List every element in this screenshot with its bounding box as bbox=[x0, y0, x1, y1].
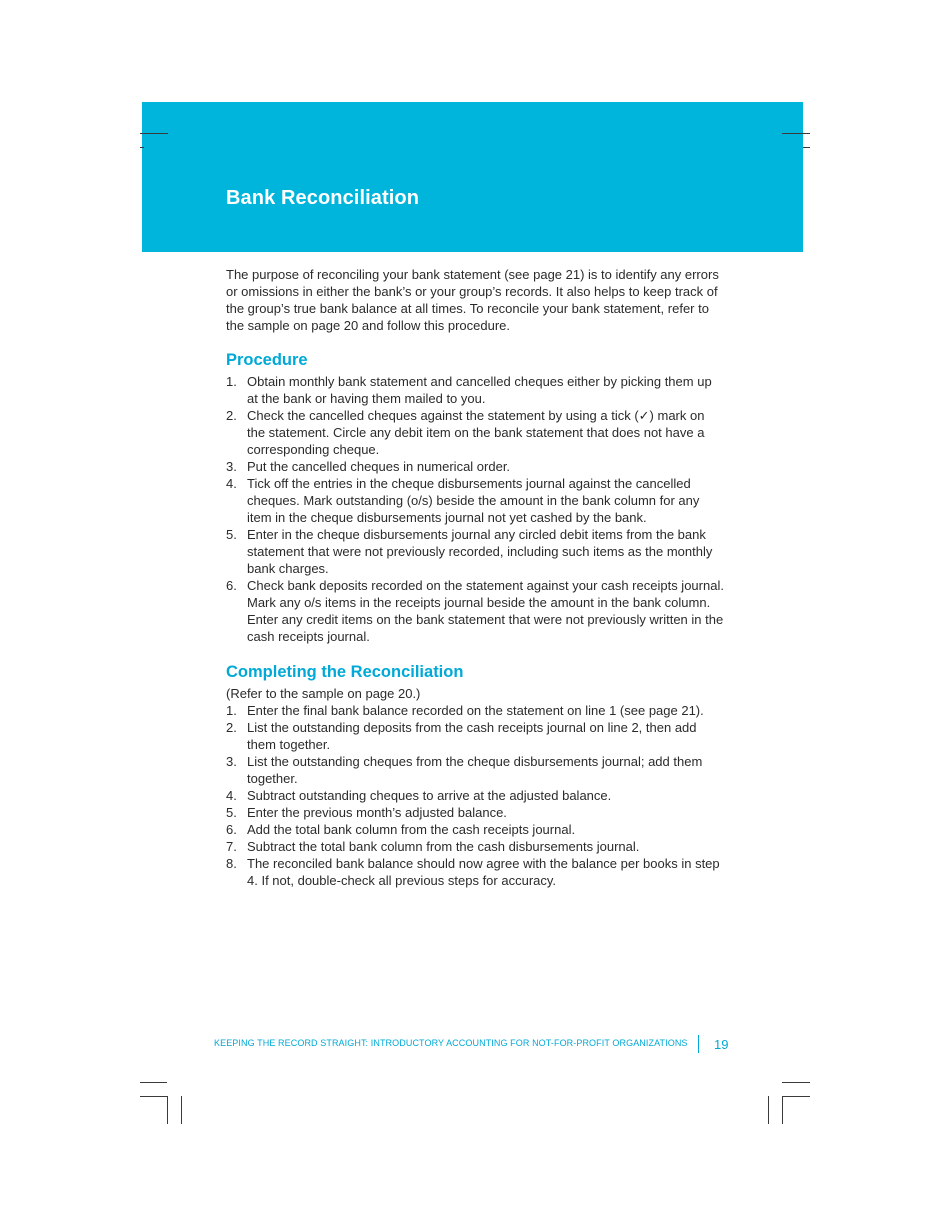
crop-mark-top-right-b bbox=[803, 147, 810, 148]
list-item bbox=[226, 373, 726, 407]
crop-mark-bottom-left-b bbox=[140, 1096, 167, 1097]
step-number: 3. bbox=[226, 754, 237, 769]
crop-mark-top-left-b bbox=[140, 147, 144, 148]
step-text: List the outstanding deposits from the cash receipts journal on line 2, then add them together. bbox=[247, 720, 697, 752]
intro-paragraph: The purpose of reconciling your bank statement (see page 21) is to identify any errors or omissions in either the bank’s or your group’s records. It also helps to keep track of the group’s true bank balance at all times. To reconcile your bank statement, refer to the sample on page 20 and follow this procedure. bbox=[226, 267, 719, 333]
step-number: 4. bbox=[226, 788, 237, 803]
step-number: 1. bbox=[226, 374, 237, 389]
list-item bbox=[226, 787, 726, 804]
step-number: 5. bbox=[226, 527, 237, 542]
step-text: Enter the previous month’s adjusted balance. bbox=[247, 805, 507, 820]
list-item bbox=[226, 804, 726, 821]
step-text: Enter in the cheque disbursements journal any circled debit items from the bank statement that were not previously recorded, including such items as the monthly bank charges. bbox=[247, 527, 713, 576]
completing-list bbox=[226, 702, 726, 889]
list-item bbox=[226, 577, 726, 645]
step-number: 6. bbox=[226, 822, 237, 837]
page-number: 19 bbox=[714, 1037, 729, 1052]
step-text: Enter the final bank balance recorded on the statement on line 1 (see page 21). bbox=[247, 703, 704, 718]
step-number: 8. bbox=[226, 856, 237, 871]
step-text: Check the cancelled cheques against the statement by using a tick (✓) mark on the statement. Circle any debit item on the bank statement that does not have a corresponding cheque. bbox=[247, 408, 705, 457]
step-number: 3. bbox=[226, 459, 237, 474]
crop-mark-bottom-right-c bbox=[768, 1096, 769, 1124]
list-item bbox=[226, 838, 726, 855]
sample-reference-note: (Refer to the sample on page 20.) bbox=[226, 686, 421, 701]
step-number: 7. bbox=[226, 839, 237, 854]
step-text: Subtract the total bank column from the cash disbursements journal. bbox=[247, 839, 640, 854]
list-item bbox=[226, 719, 726, 753]
crop-mark-bottom-left-c bbox=[167, 1096, 168, 1124]
main-content bbox=[226, 266, 726, 889]
list-item bbox=[226, 526, 726, 577]
list-item bbox=[226, 753, 726, 787]
step-number: 6. bbox=[226, 578, 237, 593]
crop-mark-top-left-a bbox=[140, 133, 168, 134]
step-number: 2. bbox=[226, 408, 237, 423]
header-band bbox=[142, 102, 803, 252]
step-number: 1. bbox=[226, 703, 237, 718]
step-text: Tick off the entries in the cheque disbursements journal against the cancelled cheques. Mark outstanding (o/s) beside the amount in the bank column for any item in the cheque disbursements journal not yet cashed by the bank. bbox=[247, 476, 700, 525]
page-title: Bank Reconciliation bbox=[226, 187, 420, 209]
list-item bbox=[226, 407, 726, 458]
list-item bbox=[226, 475, 726, 526]
step-text: Obtain monthly bank statement and cancelled cheques either by picking them up at the bank or having them mailed to you. bbox=[247, 374, 712, 406]
list-item bbox=[226, 702, 726, 719]
procedure-heading: Procedure bbox=[226, 351, 308, 369]
step-text: Check bank deposits recorded on the statement against your cash receipts journal. Mark any o/s items in the receipts journal beside the amount in the bank column. Enter any credit items on the bank statement that were not previously written in the cash receipts journal. bbox=[247, 578, 724, 644]
footer-divider bbox=[698, 1035, 699, 1053]
step-number: 2. bbox=[226, 720, 237, 735]
step-text: The reconciled bank balance should now agree with the balance per books in step 4. If not, double-check all previous steps for accuracy. bbox=[247, 856, 720, 888]
procedure-list bbox=[226, 373, 726, 645]
step-text: Put the cancelled cheques in numerical order. bbox=[247, 459, 511, 474]
completing-heading: Completing the Reconciliation bbox=[226, 663, 464, 681]
list-item bbox=[226, 821, 726, 838]
running-footer: KEEPING THE RECORD STRAIGHT: INTRODUCTORY ACCOUNTING FOR NOT-FOR-PROFIT ORGANIZATIONS bbox=[214, 1038, 688, 1048]
list-item bbox=[226, 855, 726, 889]
step-text: Subtract outstanding cheques to arrive at the adjusted balance. bbox=[247, 788, 612, 803]
crop-mark-bottom-right-a bbox=[782, 1082, 810, 1083]
crop-mark-bottom-right-d bbox=[782, 1096, 783, 1124]
crop-mark-bottom-left-a bbox=[140, 1082, 167, 1083]
crop-mark-bottom-right-b bbox=[782, 1096, 810, 1097]
step-text: List the outstanding cheques from the cheque disbursements journal; add them together. bbox=[247, 754, 703, 786]
step-number: 4. bbox=[226, 476, 237, 491]
crop-mark-bottom-left-d bbox=[181, 1096, 182, 1124]
step-text: Add the total bank column from the cash receipts journal. bbox=[247, 822, 576, 837]
list-item bbox=[226, 458, 726, 475]
crop-mark-top-right-a bbox=[782, 133, 810, 134]
step-number: 5. bbox=[226, 805, 237, 820]
